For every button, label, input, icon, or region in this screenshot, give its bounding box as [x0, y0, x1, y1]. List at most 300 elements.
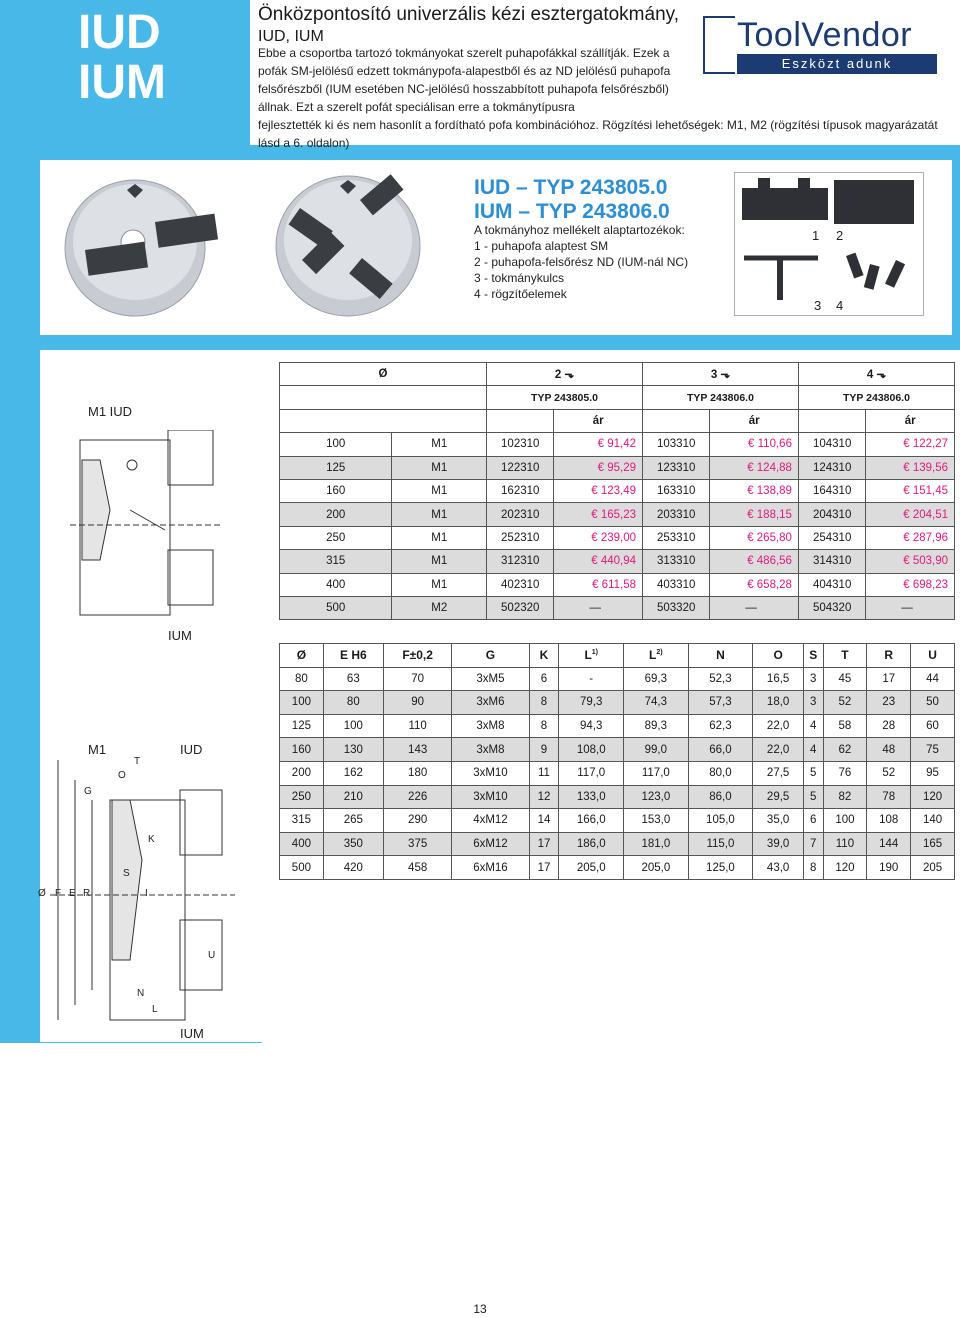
- dim-cell: 74,3: [624, 691, 689, 715]
- dim-cell: 350: [323, 832, 383, 856]
- table-row: [280, 691, 955, 715]
- dim-cell: 89,3: [624, 714, 689, 738]
- dim-header: [823, 644, 867, 668]
- dim-cell: 27,5: [753, 761, 804, 785]
- price-cell: [554, 526, 643, 549]
- price-label: ár: [554, 409, 643, 432]
- code-cell: 122310: [487, 456, 554, 479]
- price-value: 110,66: [757, 438, 792, 451]
- intro-text: Ebbe a csoportba tartozó tokmányokat szerelt puhapofákkal szállítják. Ezek a pofák SM-jelölésű edzett tokmánypofa-alapestből és az ND jelölésű puhapofa felsőrészből (IUM esetében NC-jelölésű hosszabbított puhapofa felsőrészből) állnak. Ezt a szerelt pofát speciálisan erre a tokmánytípusra: [258, 46, 671, 114]
- dim-cell: 3: [803, 667, 823, 691]
- dim-header: [559, 644, 624, 668]
- dim-cell: 3xM5: [452, 667, 529, 691]
- euro-icon: €: [597, 438, 608, 451]
- dim-cell: 165: [911, 832, 955, 856]
- dim-header-label: Ø: [296, 648, 307, 663]
- price-header-row: [280, 363, 955, 386]
- euro-icon: €: [747, 485, 757, 498]
- dim-header-row: [280, 644, 955, 668]
- dim-cell: 70: [383, 667, 452, 691]
- price-cell: [710, 573, 799, 596]
- dim-header: [753, 644, 804, 668]
- dim-cell: 58: [823, 714, 867, 738]
- accessories-title: A tokmányhoz mellékelt alaptartozékok:: [474, 223, 685, 237]
- accessory-number-4: 4: [836, 298, 844, 313]
- table-row: [280, 526, 955, 549]
- dim-cell: 82: [823, 785, 867, 809]
- code-empty: [798, 409, 865, 432]
- code-cell: 123310: [643, 456, 710, 479]
- euro-icon: €: [903, 555, 913, 568]
- footnote-marker: 1): [591, 649, 599, 657]
- euro-icon: €: [903, 508, 913, 521]
- euro-icon: €: [747, 508, 757, 521]
- dim-cell: 205: [911, 856, 955, 880]
- code-cell: 162310: [487, 479, 554, 502]
- price-cell: [866, 526, 955, 549]
- label-ium-bottom: IUM: [180, 1026, 204, 1041]
- dim-cell: 66,0: [688, 738, 753, 762]
- code-cell: 312310: [487, 550, 554, 573]
- dim-cell: 226: [383, 785, 452, 809]
- accessory-item: 1 - puhapofa alaptest SM: [474, 239, 609, 253]
- dim-header-label: F±0,2: [402, 648, 433, 663]
- dim-cell: 6: [803, 809, 823, 833]
- dim-header-label: T: [841, 648, 849, 663]
- dim-cell: 4xM12: [452, 809, 529, 833]
- code-iud: IUD: [78, 6, 161, 59]
- euro-icon: €: [747, 531, 757, 544]
- table-row: [280, 785, 955, 809]
- dim-cell: 52,3: [688, 667, 753, 691]
- euro-icon: €: [591, 485, 601, 498]
- dim-letter-g: G: [84, 786, 92, 797]
- dim-cell: 8: [803, 856, 823, 880]
- dim-cell: 4: [803, 714, 823, 738]
- page-number: 13: [473, 1302, 487, 1316]
- three-jaw-chuck-image: [55, 170, 235, 320]
- dim-cell: 117,0: [624, 761, 689, 785]
- dim-cell: 140: [911, 809, 955, 833]
- dim-header-label: S: [809, 648, 818, 663]
- price-cell: [554, 456, 643, 479]
- typ-col-3: TYP 243806.0: [643, 386, 799, 409]
- dim-header-label: N: [716, 648, 725, 663]
- euro-icon: €: [903, 531, 913, 544]
- dim-cell: 50: [911, 691, 955, 715]
- price-cell: [554, 433, 643, 456]
- price-cell: [554, 479, 643, 502]
- accessory-number-1: 1: [812, 228, 820, 243]
- table-row: [280, 832, 955, 856]
- dim-cell: 117,0: [559, 761, 624, 785]
- price-value: 165,23: [600, 508, 636, 521]
- logo-tagline: Eszközt adunk: [737, 54, 937, 74]
- code-cell: 164310: [798, 479, 865, 502]
- code-cell: 203310: [643, 503, 710, 526]
- dim-letter-s: S: [123, 868, 130, 879]
- dim-cell: 200: [280, 761, 324, 785]
- price-cell: [554, 573, 643, 596]
- mount-cell: M2: [392, 596, 487, 619]
- price-value: —: [589, 602, 601, 615]
- page-title: [258, 4, 698, 48]
- diameter-cell: 250: [280, 526, 392, 549]
- dim-cell: 35,0: [753, 809, 804, 833]
- table-row: [280, 433, 955, 456]
- price-label: ár: [710, 409, 799, 432]
- price-label-row: [280, 409, 955, 432]
- intro-text-2: fejlesztették ki és nem hasonlít a fordítható pofa kombinációhoz. Rögzítési lehetőségek: M1, M2 (rögzítési típusok magyarázatát lásd a 6. oldalon): [258, 118, 938, 150]
- euro-icon: €: [591, 555, 601, 568]
- dim-cell: 99,0: [624, 738, 689, 762]
- dim-cell: 130: [323, 738, 383, 762]
- dim-cell: 160: [280, 738, 324, 762]
- dim-cell: 186,0: [559, 832, 624, 856]
- footnote-marker: 2): [656, 649, 663, 657]
- dim-cell: 120: [823, 856, 867, 880]
- dim-cell: 86,0: [688, 785, 753, 809]
- price-cell: [710, 550, 799, 573]
- dim-cell: 144: [867, 832, 911, 856]
- euro-icon: €: [592, 578, 602, 591]
- dim-cell: 143: [383, 738, 452, 762]
- accessory-item: 4 - rögzítőelemek: [474, 287, 567, 301]
- dim-cell: 80: [280, 667, 324, 691]
- typ-empty: [280, 386, 487, 409]
- mount-cell: M1: [392, 550, 487, 573]
- price-cell: [710, 596, 799, 619]
- price-value: 611,58: [601, 578, 636, 591]
- dim-header: [688, 644, 753, 668]
- dim-letter-i: I: [145, 888, 148, 899]
- dim-cell: 315: [280, 809, 324, 833]
- dim-cell: 6: [529, 667, 559, 691]
- mount-cell: M1: [392, 433, 487, 456]
- dim-cell: 14: [529, 809, 559, 833]
- code-cell: 163310: [643, 479, 710, 502]
- price-value: —: [901, 602, 913, 615]
- dim-cell: 250: [280, 785, 324, 809]
- header-3-jaw: [643, 363, 799, 386]
- typ-col-2: TYP 243805.0: [487, 386, 643, 409]
- dim-cell: 9: [529, 738, 559, 762]
- dim-cell: 7: [803, 832, 823, 856]
- code-cell: 204310: [798, 503, 865, 526]
- table-row: [280, 479, 955, 502]
- dim-header-label: L: [649, 648, 657, 663]
- dim-header-label: O: [773, 648, 783, 663]
- dim-cell: 16,5: [753, 667, 804, 691]
- dim-header-label: L: [584, 648, 592, 663]
- dim-cell: 205,0: [559, 856, 624, 880]
- price-value: 139,56: [912, 461, 948, 474]
- price-value: 204,51: [912, 508, 948, 521]
- code-cell: 403310: [643, 573, 710, 596]
- price-cell: [866, 456, 955, 479]
- typ-heading: [474, 176, 670, 224]
- accessories-image: [738, 176, 920, 312]
- price-value: 138,89: [756, 485, 792, 498]
- euro-icon: €: [591, 531, 601, 544]
- dim-cell: 52: [867, 761, 911, 785]
- table-row: [280, 596, 955, 619]
- dim-cell: 45: [823, 667, 867, 691]
- header-4-jaw: [798, 363, 954, 386]
- typ-iud: IUD – TYP 243805.0: [474, 176, 668, 199]
- price-value: 486,56: [756, 555, 792, 568]
- dim-cell: 75: [911, 738, 955, 762]
- dim-header: [452, 644, 529, 668]
- dim-cell: 94,3: [559, 714, 624, 738]
- dim-cell: 108: [867, 809, 911, 833]
- dim-cell: 110: [383, 714, 452, 738]
- dim-cell: 166,0: [559, 809, 624, 833]
- code-cell: 253310: [643, 526, 710, 549]
- dim-cell: 22,0: [753, 738, 804, 762]
- dim-header: [911, 644, 955, 668]
- dim-cell: 18,0: [753, 691, 804, 715]
- price-cell: [554, 503, 643, 526]
- dim-cell: 108,0: [559, 738, 624, 762]
- code-cell: 254310: [798, 526, 865, 549]
- logo-bracket: [703, 16, 735, 74]
- dim-cell: 375: [383, 832, 452, 856]
- dim-header: [383, 644, 452, 668]
- dim-cell: 79,3: [559, 691, 624, 715]
- code-cell: 313310: [643, 550, 710, 573]
- dim-letter-k: K: [148, 834, 155, 845]
- code-cell: 504320: [798, 596, 865, 619]
- dim-cell: 162: [323, 761, 383, 785]
- price-cell: [866, 596, 955, 619]
- dim-cell: 205,0: [624, 856, 689, 880]
- price-value: 188,15: [756, 508, 792, 521]
- dim-cell: 17: [529, 832, 559, 856]
- dim-cell: 180: [383, 761, 452, 785]
- dim-cell: 5: [803, 761, 823, 785]
- dim-header-label: R: [884, 648, 894, 663]
- accessory-item: 2 - puhapofa-felsőrész ND (IUM-nál NC): [474, 255, 689, 269]
- diameter-cell: 315: [280, 550, 392, 573]
- dim-cell: 95: [911, 761, 955, 785]
- code-cell: 202310: [487, 503, 554, 526]
- price-value: 440,94: [600, 555, 636, 568]
- mount-cell: M1: [392, 573, 487, 596]
- dim-cell: -: [559, 667, 624, 691]
- code-empty: [643, 409, 710, 432]
- price-value: 95,29: [607, 461, 636, 474]
- dim-cell: 265: [323, 809, 383, 833]
- dim-letter-l: L: [152, 1004, 158, 1015]
- dim-cell: 48: [867, 738, 911, 762]
- dim-cell: 60: [911, 714, 955, 738]
- price-value: 124,88: [756, 461, 792, 474]
- mount-cell: M1: [392, 526, 487, 549]
- dim-cell: 52: [823, 691, 867, 715]
- dim-cell: 100: [323, 714, 383, 738]
- dim-cell: 420: [323, 856, 383, 880]
- dim-header: [624, 644, 689, 668]
- price-typ-row: [280, 386, 955, 409]
- dim-cell: 8: [529, 691, 559, 715]
- code-cell: 104310: [798, 433, 865, 456]
- euro-icon: €: [747, 555, 757, 568]
- dim-cell: 115,0: [688, 832, 753, 856]
- table-row: [280, 456, 955, 479]
- dim-cell: 62: [823, 738, 867, 762]
- iud-section-drawing: [70, 430, 220, 625]
- price-value: 265,80: [756, 531, 792, 544]
- price-cell: [710, 503, 799, 526]
- price-value: 151,45: [912, 485, 948, 498]
- dim-cell: 28: [867, 714, 911, 738]
- dim-cell: 44: [911, 667, 955, 691]
- price-cell: [866, 550, 955, 573]
- code-cell: 404310: [798, 573, 865, 596]
- dim-cell: 90: [383, 691, 452, 715]
- title-line-1: Önközpontosító univerzális kézi esztergatokmány,: [258, 4, 680, 25]
- dim-cell: 3xM10: [452, 785, 529, 809]
- accessory-number-3: 3: [814, 298, 822, 313]
- table-row: [280, 809, 955, 833]
- dim-cell: 17: [867, 667, 911, 691]
- label-m1-iud: M1 IUD: [88, 404, 133, 419]
- dim-cell: 22,0: [753, 714, 804, 738]
- dim-cell: 6xM16: [452, 856, 529, 880]
- mount-cell: M1: [392, 503, 487, 526]
- euro-icon: €: [597, 461, 608, 474]
- dim-letter-n: N: [137, 988, 145, 999]
- dim-cell: 80,0: [688, 761, 753, 785]
- dim-cell: 3xM6: [452, 691, 529, 715]
- label-iud: IUD: [180, 742, 203, 757]
- dim-cell: 63: [323, 667, 383, 691]
- euro-icon: €: [748, 438, 758, 451]
- dim-header-label: K: [539, 648, 549, 663]
- dim-cell: 23: [867, 691, 911, 715]
- euro-icon: €: [903, 461, 913, 474]
- dim-cell: 29,5: [753, 785, 804, 809]
- price-value: 91,42: [607, 438, 636, 451]
- dim-cell: 6xM12: [452, 832, 529, 856]
- header-diameter: Ø: [280, 363, 487, 386]
- price-value: 698,23: [912, 578, 948, 591]
- diameter-cell: 125: [280, 456, 392, 479]
- dim-cell: 12: [529, 785, 559, 809]
- dim-cell: 69,3: [624, 667, 689, 691]
- jaw-icon: ⬎: [564, 369, 575, 382]
- logo-name: ToolVendor: [737, 16, 913, 54]
- typ-ium: IUM – TYP 243806.0: [474, 200, 670, 223]
- label-empty: [280, 409, 487, 432]
- dim-letter-e: E: [69, 888, 76, 899]
- dim-cell: 4: [803, 738, 823, 762]
- table-row: [280, 667, 955, 691]
- dim-letter-u: U: [208, 950, 216, 961]
- toolvendor-logo: [703, 16, 938, 74]
- dim-cell: 105,0: [688, 809, 753, 833]
- dimension-drawing: [50, 760, 235, 1022]
- four-jaw-chuck-image: [270, 168, 435, 318]
- dim-cell: 190: [867, 856, 911, 880]
- price-label: ár: [866, 409, 955, 432]
- accessory-item: 3 - tokmánykulcs: [474, 271, 565, 285]
- dim-cell: 3xM8: [452, 714, 529, 738]
- code-cell: 103310: [643, 433, 710, 456]
- title-line-2: IUD, IUM: [258, 28, 324, 45]
- dim-header: [529, 644, 559, 668]
- dim-cell: 181,0: [624, 832, 689, 856]
- header-2-jaw: [487, 363, 643, 386]
- dim-header-label: U: [928, 648, 937, 663]
- price-value: 122,27: [912, 438, 948, 451]
- price-cell: [866, 503, 955, 526]
- price-value: 239,00: [600, 531, 636, 544]
- diameter-cell: 500: [280, 596, 392, 619]
- diameter-cell: 400: [280, 573, 392, 596]
- product-codes: [78, 8, 166, 108]
- dim-cell: 5: [803, 785, 823, 809]
- dim-letter-f: F: [55, 888, 62, 899]
- price-cell: [554, 550, 643, 573]
- price-cell: [710, 456, 799, 479]
- dim-cell: 458: [383, 856, 452, 880]
- table-row: [280, 856, 955, 880]
- dimensions-table: [279, 643, 955, 880]
- price-value: 123,49: [600, 485, 636, 498]
- price-cell: [866, 479, 955, 502]
- dim-letter-t: T: [134, 756, 141, 767]
- dim-cell: 120: [911, 785, 955, 809]
- accessories-list: [474, 222, 688, 302]
- dim-letter-r: R: [83, 888, 91, 899]
- dim-cell: 3xM8: [452, 738, 529, 762]
- price-value: —: [745, 602, 757, 615]
- code-empty: [487, 409, 554, 432]
- code-cell: 503320: [643, 596, 710, 619]
- dim-header: [867, 644, 911, 668]
- dim-cell: 100: [280, 691, 324, 715]
- dim-letter-diameter: Ø: [38, 888, 46, 899]
- table-row: [280, 573, 955, 596]
- table-row: [280, 761, 955, 785]
- dim-cell: 153,0: [624, 809, 689, 833]
- header-3-label: 3: [710, 369, 718, 382]
- diameter-cell: 160: [280, 479, 392, 502]
- table-row: [280, 738, 955, 762]
- dim-cell: 110: [823, 832, 867, 856]
- dim-header-label: G: [485, 648, 496, 663]
- table-row: [280, 714, 955, 738]
- code-cell: 314310: [798, 550, 865, 573]
- dim-cell: 8: [529, 714, 559, 738]
- dim-cell: 78: [867, 785, 911, 809]
- dim-header: [803, 644, 823, 668]
- price-value: 503,90: [912, 555, 948, 568]
- header-2-label: 2: [554, 369, 562, 382]
- price-cell: [710, 479, 799, 502]
- dim-cell: 3: [803, 691, 823, 715]
- dim-cell: 210: [323, 785, 383, 809]
- euro-icon: €: [747, 461, 757, 474]
- dim-cell: 125: [280, 714, 324, 738]
- table-row: [280, 503, 955, 526]
- code-cell: 124310: [798, 456, 865, 479]
- code-ium: IUM: [78, 56, 166, 109]
- dim-cell: 133,0: [559, 785, 624, 809]
- jaw-icon: ⬎: [720, 369, 731, 382]
